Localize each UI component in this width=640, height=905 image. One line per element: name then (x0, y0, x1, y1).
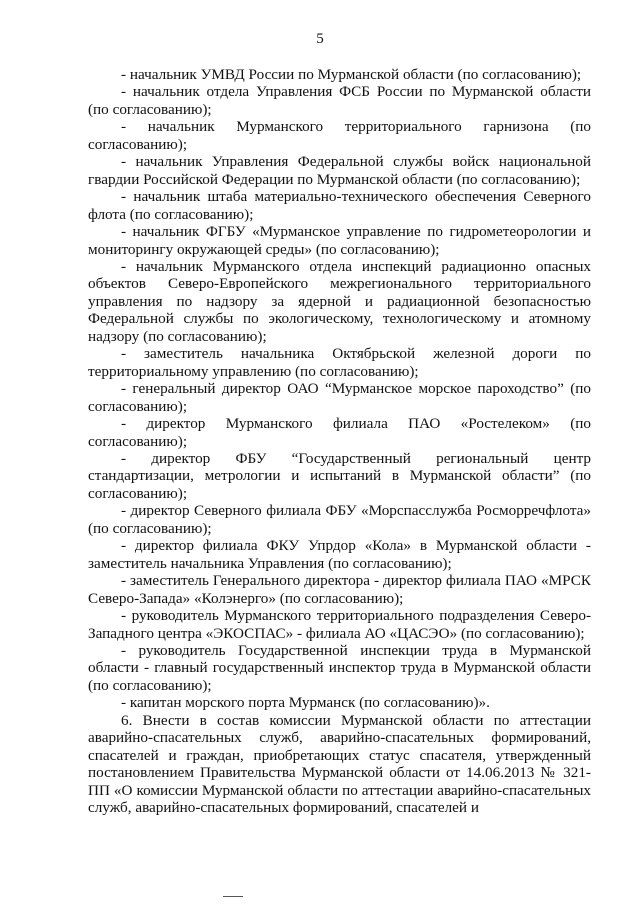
list-item: - капитан морского порта Мурманск (по согласованию)». (121, 694, 490, 712)
document-body (88, 66, 591, 816)
list-item: - директор ФБУ “Государственный региональный центр стандартизации, метрологии и испытаний в Мурманской области” (по согласованию); (88, 449, 591, 502)
footer-divider (223, 896, 243, 897)
list-item: - директор Северного филиала ФБУ «Морспасслужба Росморречфлота» (по согласованию); (88, 502, 591, 537)
list-item: - директор филиала ФКУ Упрдор «Кола» в Мурманской области - заместитель начальника Управления (по согласованию); (88, 537, 591, 572)
list-item: - начальник отдела Управления ФСБ России по Мурманской области (по согласованию); (88, 83, 591, 118)
list-item: - начальник Мурманского территориального гарнизона (по согласованию); (88, 118, 591, 153)
list-item: - руководитель Мурманского территориального подразделения Северо-Западного центра «ЭКОСПАС» - филиала АО «ЦАСЭО» (по согласованию); (88, 607, 591, 642)
list-item: - начальник ФГБУ «Мурманское управление по гидрометеорологии и мониторингу окружающей среды» (по согласованию); (88, 223, 591, 258)
list-item: - директор Мурманского филиала ПАО «Ростелеком» (по согласованию); (88, 415, 591, 450)
list-item: - заместитель начальника Октябрьской железной дороги по территориальному управлению (по согласованию); (88, 345, 591, 380)
section-paragraph: 6. Внести в состав комиссии Мурманской области по аттестации аварийно-спасательных служб, аварийно-спасательных формирований, спасателей и граждан, приобретающих статус спасателя, утвержденный постановлением Правительства Мурманской области от 14.06.2013 № 321-ПП «О комиссии Мурманской области по аттестации аварийно-спасательных служб, аварийно-спасательных формирований, спасателей и (88, 711, 591, 817)
list-item: - заместитель Генерального директора - директор филиала ПАО «МРСК Северо-Запада» «Колэнерго» (по согласованию); (88, 572, 591, 607)
list-item: - начальник Управления Федеральной службы войск национальной гвардии Российской Федерации по Мурманской области (по согласованию); (88, 153, 591, 188)
page-number: 5 (316, 31, 324, 47)
list-item: - начальник Мурманского отдела инспекций радиационно опасных объектов Северо-Европейского межрегионального территориального управления по надзору за ядерной и радиационной безопасностью Федеральной службы по экологическому, технологическому и атомному надзору (по согласованию); (88, 257, 591, 345)
list-item: - генеральный директор ОАО “Мурманское морское пароходство” (по согласованию); (88, 380, 591, 415)
list-item: - руководитель Государственной инспекции труда в Мурманской области - главный государственный инспектор труда в Мурманской области (по согласованию); (88, 641, 591, 694)
list-item: - начальник УМВД России по Мурманской области (по согласованию); (121, 66, 582, 83)
list-item: - начальник штаба материально-технического обеспечения Северного флота (по согласованию); (88, 188, 591, 223)
